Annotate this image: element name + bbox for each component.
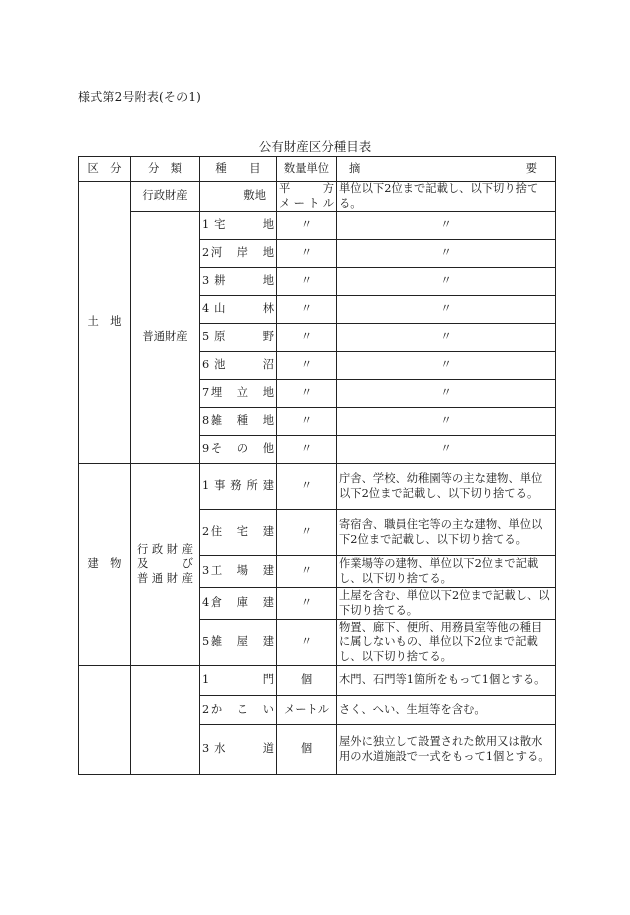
header-desc (337, 157, 556, 182)
item-cell: 4山 林 (200, 296, 277, 324)
table-title: 公有財産区分種目表 (258, 139, 372, 154)
desc-cell: 寄宿舎、職員住宅等の主な建物、単位以下2位まで記載し、以下切り捨てる。 (337, 510, 556, 556)
table-row (79, 464, 556, 510)
ditto-mark: 〃 (337, 436, 556, 464)
desc-cell: 庁舎、学校、幼稚園等の主な建物、単位以下2位まで記載し、以下切り捨てる。 (337, 464, 556, 510)
header-bunrui: 分 類 (131, 157, 200, 182)
item-cell: 3工 場 建 (200, 556, 277, 588)
ditto-mark: 〃 (277, 268, 337, 296)
ditto-mark: 〃 (337, 352, 556, 380)
unit-line-1: 平 方 (279, 182, 334, 195)
ditto-mark: 〃 (277, 588, 337, 620)
item-cell: 5雑 屋 建 (200, 620, 277, 666)
classification-line-3: 普通財産 (137, 571, 193, 585)
ditto-mark: 〃 (277, 408, 337, 436)
form-label: 様式第2号附表(その1) (78, 90, 202, 104)
ditto-mark: 〃 (337, 296, 556, 324)
classification-line-1: 行政財産 (137, 542, 193, 556)
ditto-mark: 〃 (337, 380, 556, 408)
desc-cell: 上屋を含む、単位以下2位まで記載し、以下切り捨てる。 (337, 588, 556, 620)
item-cell: 2住 宅 建 (200, 510, 277, 556)
desc-cell: 木門、石門等1箇所をもって1個とする。 (337, 666, 556, 696)
item-cell: 7埋 立 地 (200, 380, 277, 408)
classification-building (131, 464, 200, 666)
table-row (79, 182, 556, 212)
header-row (79, 157, 556, 182)
item-cell: 6池 沼 (200, 352, 277, 380)
header-desc-2: 要 (525, 161, 537, 175)
ditto-mark: 〃 (277, 324, 337, 352)
unit-cell: 個 (277, 725, 337, 775)
classification-blank (131, 666, 200, 775)
item-cell: 3水 道 (200, 725, 277, 775)
ditto-mark: 〃 (277, 380, 337, 408)
item-cell: 1事務所建 (200, 464, 277, 510)
table-row (79, 212, 556, 240)
unit-heihou (277, 182, 337, 212)
ditto-mark: 〃 (337, 408, 556, 436)
classification-futsu: 普通財産 (131, 212, 200, 464)
category-land: 土 地 (79, 182, 131, 464)
item-cell: 2河 岸 地 (200, 240, 277, 268)
item-cell: 5原 野 (200, 324, 277, 352)
item-cell: 4倉 庫 建 (200, 588, 277, 620)
desc-cell: 物置、廊下、便所、用務員室等他の種目に属しないもの、単位以下2位まで記載し、以下切り捨てる。 (337, 620, 556, 666)
ditto-mark: 〃 (337, 212, 556, 240)
item-shikichi: 敷地 (200, 182, 277, 212)
ditto-mark: 〃 (337, 324, 556, 352)
unit-line-2: メートル (279, 196, 334, 210)
classification-line-2: 及 び (137, 557, 193, 571)
ditto-mark: 〃 (277, 620, 337, 666)
header-shumoku: 種 目 (200, 157, 277, 182)
ditto-mark: 〃 (277, 436, 337, 464)
ditto-mark: 〃 (277, 556, 337, 588)
table-row (79, 666, 556, 696)
header-desc-1: 摘 (349, 161, 361, 175)
item-cell: 8雑 種 地 (200, 408, 277, 436)
item-cell: 1宅 地 (200, 212, 277, 240)
ditto-mark: 〃 (277, 296, 337, 324)
item-cell: 9そ の 他 (200, 436, 277, 464)
item-cell: 1 門 (200, 666, 277, 696)
ditto-mark: 〃 (277, 352, 337, 380)
asset-classification-table (78, 156, 556, 775)
desc-cell: さく、へい、生垣等を含む。 (337, 696, 556, 725)
ditto-mark: 〃 (277, 240, 337, 268)
ditto-mark: 〃 (277, 212, 337, 240)
ditto-mark: 〃 (337, 240, 556, 268)
unit-cell: メートル (277, 696, 337, 725)
ditto-mark: 〃 (337, 268, 556, 296)
category-building: 建 物 (79, 464, 131, 666)
item-cell: 2か こ い (200, 696, 277, 725)
item-cell: 3耕 地 (200, 268, 277, 296)
unit-cell: 個 (277, 666, 337, 696)
header-unit: 数量単位 (277, 157, 337, 182)
desc-cell: 単位以下2位まで記載し、以下切り捨てる。 (337, 182, 556, 212)
category-blank (79, 666, 131, 775)
desc-cell: 作業場等の建物、単位以下2位まで記載し、以下切り捨てる。 (337, 556, 556, 588)
header-kubun: 区 分 (79, 157, 131, 182)
classification-gyosei: 行政財産 (131, 182, 200, 212)
ditto-mark: 〃 (277, 510, 337, 556)
ditto-mark: 〃 (277, 464, 337, 510)
desc-cell: 屋外に独立して設置された飲用又は散水用の水道施設で一式をもって1個とする。 (337, 725, 556, 775)
